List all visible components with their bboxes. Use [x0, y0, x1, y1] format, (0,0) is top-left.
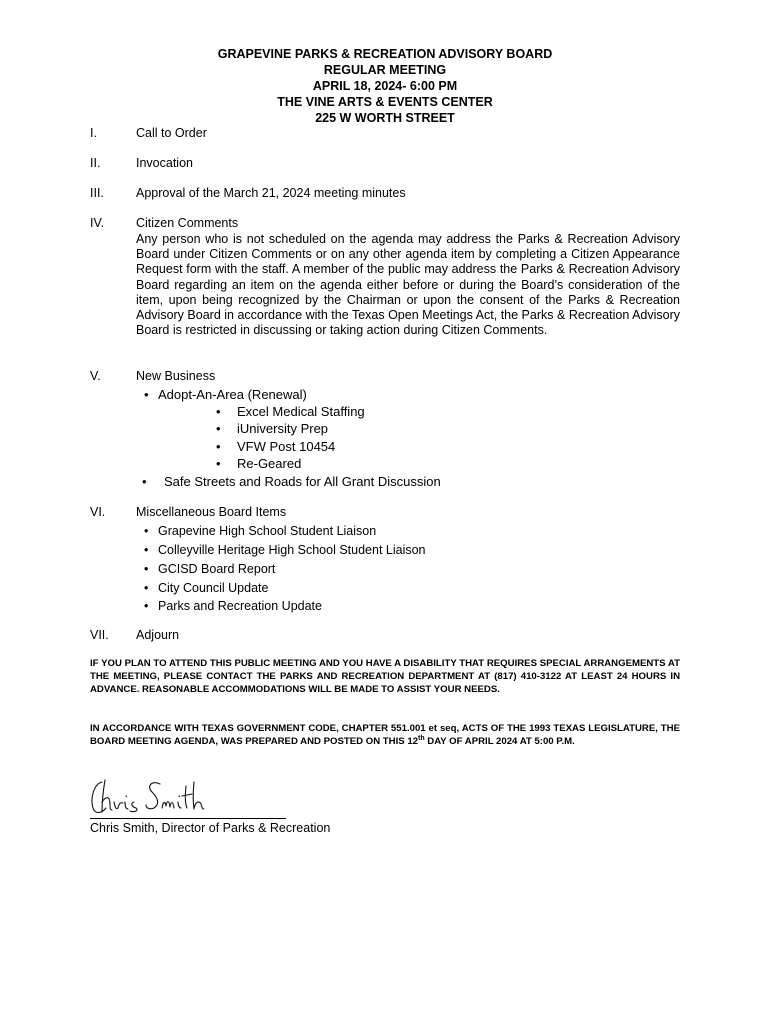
agenda-number: III. — [90, 186, 104, 200]
agenda-page: GRAPEVINE PARKS & RECREATION ADVISORY BOARD REGULAR MEETING APRIL 18, 2024- 6:00 PM THE VINE ARTS & EVENTS CENTER 225 W WORTH STREET I. Call to Order II. Invocation III. Approval of the March 21, 2024 meeting minutes IV. Citizen Comments Any person who is not scheduled on the agenda may address the Parks & Recreation Advisory Board under Citizen Comments or on any other agenda item by completing a Citizen Appearance Request form with the staff. A member of the public may address the Parks & Recreation Advisory Board regarding an item on the agenda either before or during the Board’s consideration of the item, upon being recognized by the Chairman or upon the consent of the Parks & Recreation Advisory Board in accordance with the Texas Open Meetings Act, the Parks & Recreation Advisory Board is restricted in discussing or taking action during Citizen Comments. V. New Business • Adopt-An-Area (Renewal) • Excel Medical Staffing • iUniversity Prep • VFW Post 10454 • Re-Geared • Safe Streets and Roads for All Grant Discussion VI. Miscellaneous Board Items • Grapevine High School Student Liaison • Colleyville Heritage High School Student Liaison • GCISD Board Report • City Council Update • Parks and Recreation Update VII. Adjourn IF YOU PLAN TO ATTEND THIS PUBLIC MEETING AND YOU HAVE A DISABILITY THAT REQUIRES SPECIAL ARRANGEMENTS AT THE MEETING, PLEASE CONTACT THE PARKS AND RECREATION DEPARTMENT AT (817) 410-3122 AT LEAST 24 HOURS IN ADVANCE. REASONABLE ACCOMMODATIONS WILL BE MADE TO ASSIST YOUR NEEDS. IN ACCORDANCE WITH TEXAS GOVERNMENT CODE, CHAPTER 551.001 et seq, ACTS OF THE 1993 TEXAS LEGISLATURE, THE BOARD MEETING AGENDA, WAS PREPARED AND POSTED ON THIS 12th DAY OF APRIL 2024 AT 5:00 P.M. Chris Smith, Director of Parks & Recreation — [0, 0, 770, 1024]
header-meeting-type: REGULAR MEETING — [323, 63, 447, 77]
header-board-name: GRAPEVINE PARKS & RECREATION ADVISORY BOARD — [217, 47, 553, 61]
bullet: • — [144, 524, 149, 538]
disability-notice: IF YOU PLAN TO ATTEND THIS PUBLIC MEETING AND YOU HAVE A DISABILITY THAT REQUIRES SPECIAL ARRANGEMENTS AT THE MEETING, PLEASE CONTACT THE PARKS AND RECREATION DEPARTMENT AT (817) 410-3122 AT LEAST 24 HOURS IN ADVANCE. REASONABLE ACCOMMODATIONS WILL BE MADE TO ASSIST YOUR NEEDS. — [90, 658, 680, 695]
header-date-time: APRIL 18, 2024- 6:00 PM — [312, 79, 458, 93]
header-venue: THE VINE ARTS & EVENTS CENTER — [277, 95, 493, 109]
signature-line — [90, 818, 286, 819]
posting-notice: IN ACCORDANCE WITH TEXAS GOVERNMENT CODE, CHAPTER 551.001 et seq, ACTS OF THE 1993 TEXAS LEGISLATURE, THE BOARD MEETING AGENDA, WAS PREPARED AND POSTED ON THIS 12th DAY OF APRIL 2024 AT 5:00 P.M. — [90, 723, 680, 747]
bullet: • — [216, 456, 221, 471]
agenda-number: II. — [90, 156, 101, 170]
bullet: • — [144, 543, 149, 557]
handwritten-signature — [88, 772, 218, 820]
agenda-label: Miscellaneous Board Items — [136, 505, 287, 519]
agenda-number: I. — [90, 126, 97, 140]
agenda-label: Citizen Comments — [136, 216, 239, 230]
agenda-label: Adjourn — [136, 628, 180, 642]
agenda-number: VII. — [90, 628, 109, 642]
bullet: • — [144, 581, 149, 595]
bullet: • — [142, 474, 147, 489]
document-header — [0, 46, 770, 126]
header-address: 225 W WORTH STREET — [315, 111, 455, 125]
agenda-label: Invocation — [136, 156, 193, 170]
citizen-comments-text: Any person who is not scheduled on the agenda may address the Parks & Recreation Advisory Board under Citizen Comments or on any other agenda item by completing a Citizen Appearance Request form with the staff. A member of the public may address the Parks & Recreation Advisory Board regarding an item on the agenda either before or during the Board’s consideration of the item, upon being recognized by the Chairman or upon the consent of the Parks & Recreation Advisory Board in accordance with the Texas Open Meetings Act, the Parks & Recreation Advisory Board is restricted in discussing or taking action during Citizen Comments. — [136, 232, 680, 338]
bullet: • — [216, 439, 221, 454]
bullet: • — [216, 421, 221, 436]
agenda-label: New Business — [136, 369, 216, 383]
signature-caption: Chris Smith, Director of Parks & Recreation — [90, 821, 331, 835]
agenda-label: Call to Order — [136, 126, 207, 140]
bullet: • — [216, 404, 221, 419]
bullet: • — [144, 599, 149, 613]
agenda-number: V. — [90, 369, 101, 383]
bullet: • — [144, 387, 149, 402]
agenda-label: Approval of the March 21, 2024 meeting minutes — [136, 186, 406, 200]
agenda-number: IV. — [90, 216, 105, 230]
bullet: • — [144, 562, 149, 576]
agenda-number: VI. — [90, 505, 106, 519]
